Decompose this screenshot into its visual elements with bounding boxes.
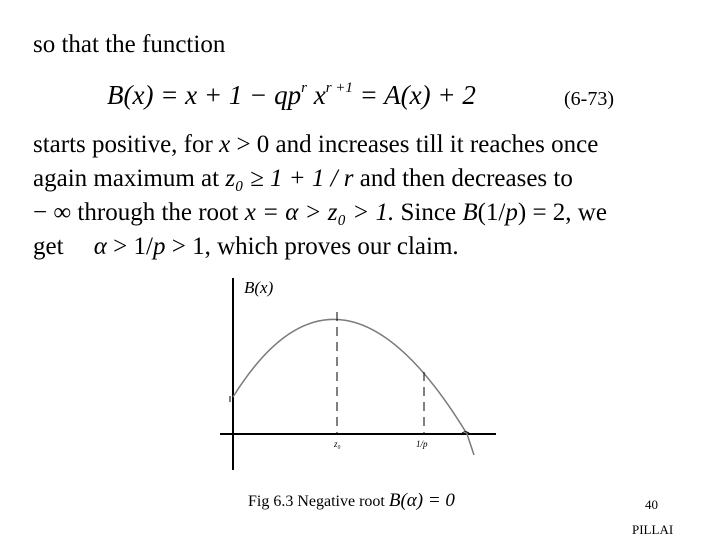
caption-text: Fig 6.3 Negative root bbox=[248, 493, 389, 510]
equation-lhs: B(x) = x + 1 − qp bbox=[107, 80, 302, 110]
line3-text-b: Since bbox=[394, 199, 463, 226]
equation-number: (6-73) bbox=[564, 88, 614, 110]
line1-x: x bbox=[219, 131, 231, 158]
line3-text-c: (1/ bbox=[477, 199, 506, 226]
line2-text-b: and then decreases to bbox=[353, 165, 573, 192]
intro-text: so that the function bbox=[33, 31, 226, 58]
line4-text-b: > 1/ bbox=[106, 233, 153, 260]
curve-B-x bbox=[233, 319, 467, 434]
line3-text-a: through the root bbox=[71, 199, 245, 226]
line4-p: p bbox=[152, 233, 166, 260]
line4-alpha: α bbox=[93, 233, 107, 260]
equation-rhs: = A(x) + 2 bbox=[352, 80, 476, 110]
line1-text-b: > 0 and increases till it reaches once bbox=[230, 131, 599, 158]
line3-math: x = α > z₀ > 1. bbox=[244, 199, 395, 226]
equation-x: x bbox=[306, 80, 326, 110]
author-label: PILLAI bbox=[632, 522, 674, 537]
figure-caption bbox=[248, 490, 455, 512]
line2-text-a: again maximum at bbox=[33, 165, 226, 192]
line4-text-a: get bbox=[33, 233, 70, 260]
equation-sup-r1: r +1 bbox=[325, 80, 353, 96]
equation-sup-r: r bbox=[301, 80, 307, 96]
line3-minus-infinity: − ∞ bbox=[33, 199, 72, 226]
line3-text-d: ) = 2, we bbox=[517, 199, 607, 226]
caption-math: B(α) = 0 bbox=[388, 490, 455, 511]
line4-text-c: > 1, which proves our claim. bbox=[165, 233, 459, 260]
curve-tail bbox=[467, 434, 474, 455]
line1-text-a: starts positive, for bbox=[33, 131, 220, 158]
figure-z0-label: z₀ bbox=[334, 439, 341, 449]
figure-p-label: 1/p bbox=[416, 439, 428, 449]
page-number: 40 bbox=[645, 497, 658, 512]
line3-B: B bbox=[462, 199, 478, 226]
line3-p: p bbox=[505, 199, 518, 226]
figure-ylabel: B(x) bbox=[244, 278, 274, 297]
line2-math: z₀ ≥ 1 + 1 / r bbox=[225, 165, 354, 192]
